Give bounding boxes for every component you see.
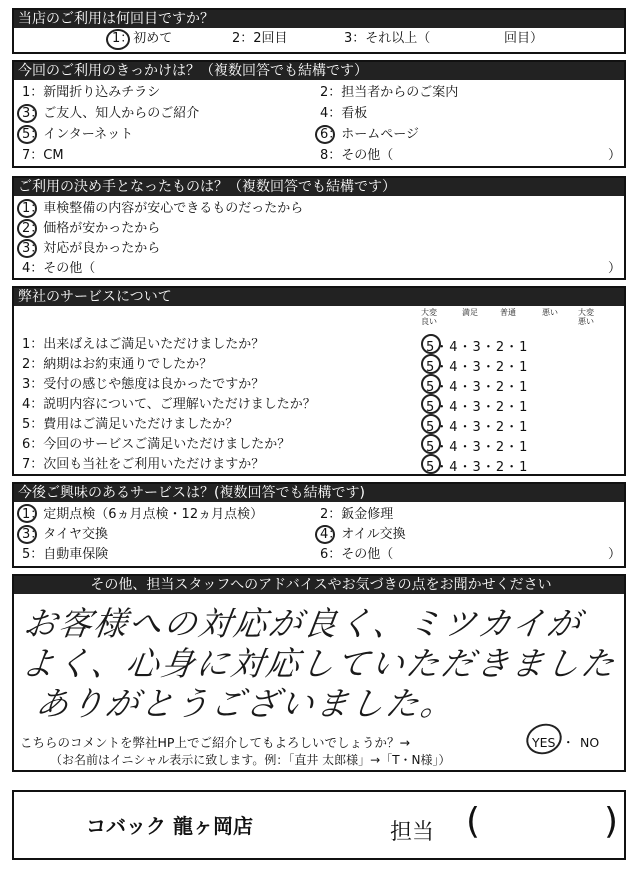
q2-option-6[interactable]: 6：ホームページ bbox=[320, 127, 420, 142]
q4-item-3: 3：受付の感じや態度は良かったですか？ bbox=[22, 377, 265, 392]
answer-circle bbox=[421, 374, 441, 394]
scale-bad: 悪い bbox=[542, 308, 558, 317]
q4-item-5: 5：費用はご満足いただけましたか？ bbox=[22, 417, 239, 432]
q4-item-2: 2：納期はお約束通りでしたか？ bbox=[22, 357, 213, 372]
q5-close-paren: ） bbox=[608, 547, 622, 562]
answer-circle bbox=[421, 334, 441, 354]
consent-no[interactable]: NO bbox=[580, 735, 600, 750]
answer-circle bbox=[17, 239, 37, 258]
answer-circle bbox=[522, 719, 566, 759]
q5-option-3[interactable]: 3：タイヤ交換 bbox=[22, 527, 109, 542]
q4-item-4: 4：説明内容について、ご理解いただけましたか？ bbox=[22, 397, 316, 412]
store-footer bbox=[12, 790, 626, 860]
q5-option-6[interactable]: 6：その他（ bbox=[320, 547, 394, 562]
answer-circle bbox=[17, 504, 37, 523]
scale-normal: 普通 bbox=[500, 308, 516, 317]
answer-circle bbox=[315, 125, 335, 144]
q4-item-1: 1：出来ばえはご満足いただけましたか？ bbox=[22, 337, 265, 352]
consent-yes[interactable]: YES bbox=[532, 735, 556, 750]
answer-circle bbox=[421, 354, 441, 374]
q4-title: 弊社のサービスについて bbox=[14, 288, 624, 306]
consent-separator: ・ bbox=[562, 735, 575, 750]
staff-open-paren: ( bbox=[466, 801, 481, 842]
q3-option-2[interactable]: 2：価格が安かったから bbox=[22, 221, 161, 236]
answer-circle bbox=[17, 104, 37, 123]
q1-section bbox=[12, 8, 626, 54]
q6-title: その他、担当スタッフへのアドバイスやお気づきの点をお聞かせください bbox=[14, 576, 624, 594]
rating-scale-3[interactable]: 5・4・3・2・1 bbox=[426, 380, 529, 395]
q4-item-6: 6：今回のサービスご満足いただけましたか？ bbox=[22, 437, 291, 452]
answer-circle bbox=[421, 454, 441, 474]
answer-circle bbox=[421, 434, 441, 454]
answer-circle bbox=[421, 394, 441, 414]
answer-circle bbox=[17, 125, 37, 144]
q5-option-4[interactable]: 4：オイル交換 bbox=[320, 527, 406, 542]
q1-option-second[interactable]: 2：2回目 bbox=[232, 31, 288, 46]
rating-scale-6[interactable]: 5・4・3・2・1 bbox=[426, 440, 529, 455]
q4-section bbox=[12, 286, 626, 476]
q2-section bbox=[12, 60, 626, 168]
q2-option-2[interactable]: 2：担当者からのご案内 bbox=[320, 85, 459, 100]
answer-circle bbox=[17, 525, 37, 544]
answer-circle bbox=[17, 219, 37, 238]
rating-scale-2[interactable]: 5・4・3・2・1 bbox=[426, 360, 529, 375]
q1-title: 当店のご利用は何回目ですか？ bbox=[14, 10, 624, 28]
q2-option-7[interactable]: 7：CM bbox=[22, 148, 64, 163]
scale-satisfied: 満足 bbox=[462, 308, 478, 317]
q2-option-3[interactable]: 3：ご友人、知人からのご紹介 bbox=[22, 106, 200, 121]
scale-very-bad: 大変悪い bbox=[578, 308, 594, 326]
q3-option-3[interactable]: 3：対応が良かったから bbox=[22, 241, 161, 256]
handwritten-comment-line-1: お客様への対応が良く、ミツカイが bbox=[20, 604, 585, 643]
answer-circle bbox=[421, 414, 441, 434]
rating-scale-1[interactable]: 5・4・3・2・1 bbox=[426, 340, 529, 355]
q2-close-paren: ） bbox=[608, 148, 622, 163]
scale-very-good: 大変良い bbox=[421, 308, 437, 326]
rating-scale-7[interactable]: 5・4・3・2・1 bbox=[426, 460, 529, 475]
q1-option-more[interactable]: 3：それ以上（ bbox=[344, 31, 431, 46]
q3-option-4[interactable]: 4：その他（ bbox=[22, 261, 96, 276]
q6-section bbox=[12, 574, 626, 772]
q2-option-8[interactable]: 8：その他（ bbox=[320, 148, 394, 163]
q2-option-5[interactable]: 5：インターネット bbox=[22, 127, 134, 142]
q3-close-paren: ） bbox=[608, 261, 622, 276]
staff-label: 担当 bbox=[390, 820, 435, 845]
q2-title: 今回のご利用のきっかけは？（複数回答でも結構です） bbox=[14, 62, 624, 80]
rating-scale-5[interactable]: 5・4・3・2・1 bbox=[426, 420, 529, 435]
answer-circle bbox=[17, 199, 37, 218]
rating-scale-4[interactable]: 5・4・3・2・1 bbox=[426, 400, 529, 415]
q2-option-4[interactable]: 4：看板 bbox=[320, 106, 368, 121]
staff-close-paren: ) bbox=[604, 801, 619, 842]
q1-option-count: 回目） bbox=[504, 31, 544, 46]
q5-section bbox=[12, 482, 626, 568]
q3-title: ご利用の決め手となったものは？（複数回答でも結構です） bbox=[14, 178, 624, 196]
q5-option-2[interactable]: 2：鈑金修理 bbox=[320, 507, 394, 522]
q5-option-1[interactable]: 1：定期点検（6ヵ月点検・12ヵ月点検） bbox=[22, 507, 264, 522]
q3-section bbox=[12, 176, 626, 280]
q5-title: 今後ご興味のあるサービスは？(複数回答でも結構です) bbox=[14, 484, 624, 502]
answer-circle bbox=[315, 525, 335, 544]
staff-name-field[interactable] bbox=[484, 810, 600, 840]
q3-option-1[interactable]: 1：車検整備の内容が安心できるものだったから bbox=[22, 201, 304, 216]
handwritten-comment-line-3: ありがとうございました。 bbox=[32, 684, 459, 723]
q1-option-first[interactable]: 1：初めて bbox=[112, 31, 173, 46]
handwritten-comment-line-2: よく、心身に対応していただきました bbox=[18, 644, 619, 683]
consent-question: こちらのコメントを弊社HP上でご紹介してもよろしいでしょうか？→ bbox=[20, 735, 410, 750]
q4-item-7: 7：次回も当社をご利用いただけますか？ bbox=[22, 457, 265, 472]
store-name: コバック 龍ヶ岡店 bbox=[86, 814, 253, 838]
q2-option-1[interactable]: 1：新聞折り込みチラシ bbox=[22, 85, 161, 100]
q5-option-5[interactable]: 5：自動車保険 bbox=[22, 547, 109, 562]
answer-circle bbox=[106, 29, 130, 50]
initial-note: （お名前はイニシャル表示に致します。例：「直井 太郎様」→「T・N様」） bbox=[50, 753, 451, 767]
